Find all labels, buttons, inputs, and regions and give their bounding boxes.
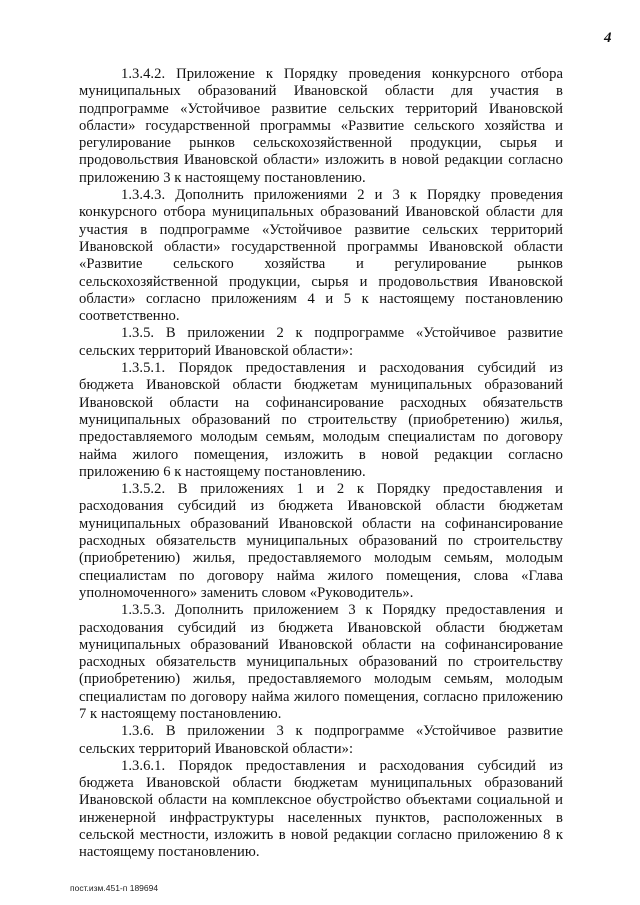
document-body <box>79 66 563 862</box>
paragraph-1-3-5: 1.3.5. В приложении 2 к подпрограмме «Устойчивое развитие сельских территорий Ивановской области»: <box>79 325 563 359</box>
paragraph-1-3-5-2: 1.3.5.2. В приложениях 1 и 2 к Порядку предоставления и расходования субсидий из бюджета Ивановской области бюджетам муниципальных образований Ивановской области на софинансирование расходных обязательств муниципальных образований по строительству (приобретению) жилья, предоставляемого молодым семьям, молодым специалистам по договору найма жилого помещения, слова «Глава уполномоченного» заменить словом «Руководитель». <box>79 481 563 601</box>
footer-document-code: пост.изм.451-п 189694 <box>70 883 159 893</box>
paragraph-1-3-5-1: 1.3.5.1. Порядок предоставления и расходования субсидий из бюджета Ивановской области бюджетам муниципальных образований Ивановской области на софинансирование расходных обязательств муниципальных образований по строительству (приобретению) жилья, предоставляемого молодым семьям, молодым специалистам по договору найма жилого помещения, изложить в новой редакции согласно приложению 6 к настоящему постановлению. <box>79 360 563 480</box>
paragraph-1-3-4-2: 1.3.4.2. Приложение к Порядку проведения конкурсного отбора муниципальных образований Ивановской области для участия в подпрограмме «Устойчивое развитие сельских территорий Ивановской области» государственной программы «Развитие сельского хозяйства и регулирование рынков сельскохозяйственной продукции, сырья и продовольствия Ивановской области» изложить в новой редакции согласно приложению 3 к настоящему постановлению. <box>79 66 563 186</box>
paragraph-1-3-5-3: 1.3.5.3. Дополнить приложением 3 к Порядку предоставления и расходования субсидий из бюджета Ивановской области бюджетам муниципальных образований Ивановской области на софинансирование расходных обязательств муниципальных образований по строительству (приобретению) жилья, предоставляемого молодым семьям, молодым специалистам по договору найма жилого помещения, согласно приложению 7 к настоящему постановлению. <box>79 602 563 722</box>
paragraph-1-3-6: 1.3.6. В приложении 3 к подпрограмме «Устойчивое развитие сельских территорий Ивановской области»: <box>79 723 563 757</box>
page-number: 4 <box>604 30 612 46</box>
paragraph-1-3-6-1: 1.3.6.1. Порядок предоставления и расходования субсидий из бюджета Ивановской области бюджетам муниципальных образований Ивановской области на комплексное обустройство объектами социальной и инженерной инфраструктуры населенных пунктов, расположенных в сельской местности, изложить в новой редакции согласно приложению 8 к настоящему постановлению. <box>79 757 563 861</box>
paragraph-1-3-4-3: 1.3.4.3. Дополнить приложениями 2 и 3 к Порядку проведения конкурсного отбора муниципальных образований Ивановской области для участия в подпрограмме «Устойчивое развитие сельских территорий Ивановской области» государственной программы Ивановской области «Развитие сельского хозяйства и регулирование рынков сельскохозяйственной продукции, сырья и продовольствия Ивановской области» согласно приложениям 4 и 5 к настоящему постановлению соответственно. <box>79 187 563 325</box>
